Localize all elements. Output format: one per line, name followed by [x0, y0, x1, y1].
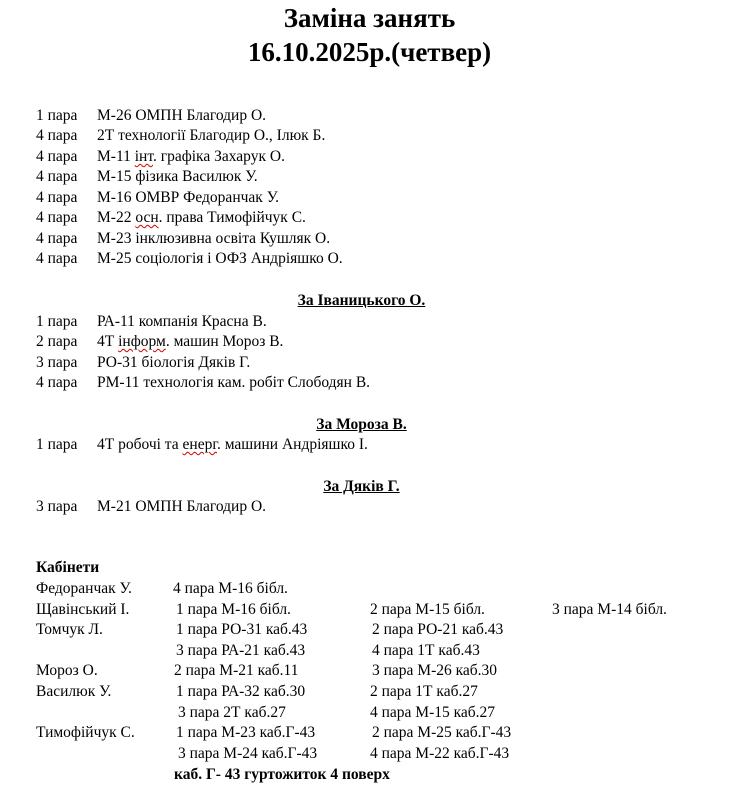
lesson-text	[97, 435, 368, 455]
lesson-text-part: М-11	[97, 148, 135, 165]
lesson-text-part: . машин Мороз В.	[165, 333, 284, 350]
lesson-text-part: . машини Андріяшко І.	[216, 436, 368, 453]
cabinet-note: каб. Г- 43 гуртожиток 4 поверх	[174, 766, 390, 783]
lesson-number: 1 пара	[36, 313, 78, 330]
teacher-name: Томчук Л.	[36, 621, 103, 638]
cabinet-entry: 4 пара М-22 каб.Г-43	[370, 745, 510, 762]
lesson-number: 4 пара	[36, 374, 78, 391]
cabinet-entry: 1 пара РА-32 каб.30	[176, 683, 306, 700]
lesson-text: М-23 інклюзивна освіта Кушляк О.	[97, 230, 331, 247]
lesson-text: М-26 ОМПН Благодир О.	[97, 107, 267, 124]
lesson-number: 4 пара	[36, 127, 78, 144]
lesson-text: РО-31 біологія Дяків Г.	[97, 354, 251, 371]
lesson-text: М-16 ОМВР Федоранчак У.	[97, 189, 280, 206]
teacher-name: Василюк У.	[36, 683, 112, 700]
lesson-text-part: 4Т робочі та	[97, 436, 183, 453]
cabinet-entry: 1 пара М-16 бібл.	[176, 601, 291, 618]
cabinet-entry: 2 пара М-25 каб.Г-43	[372, 724, 512, 741]
cabinet-entry: 1 пара РО-31 каб.43	[176, 621, 308, 638]
lesson-number: 4 пара	[36, 250, 78, 267]
cabinet-entry: 2 пара М-21 каб.11	[174, 662, 299, 679]
teacher-name: Тимофійчук С.	[36, 724, 135, 741]
lesson-text-part: . права Тимофійчук С.	[158, 209, 306, 226]
lesson-number: 4 пара	[36, 189, 78, 206]
spellcheck-word: осн	[135, 209, 159, 226]
lesson-text: М-21 ОМПН Благодир О.	[97, 498, 267, 515]
lesson-text: РМ-11 технологія кам. робіт Слободян В.	[97, 374, 371, 391]
cabinet-entry: 2 пара М-15 бібл.	[370, 601, 485, 618]
lesson-number: 3 пара	[36, 354, 78, 371]
lesson-text-part: М-22	[97, 209, 136, 226]
teacher-name: Щавінський І.	[36, 601, 130, 618]
cabinet-entry: 4 пара М-15 каб.27	[370, 704, 496, 721]
cabinet-entry: 3 пара М-24 каб.Г-43	[178, 745, 318, 762]
lesson-number: 1 пара	[36, 107, 78, 124]
lesson-text	[97, 147, 285, 167]
cabinet-entry: 3 пара РА-21 каб.43	[176, 642, 306, 659]
cabinet-entry: 2 пара РО-21 каб.43	[372, 621, 504, 638]
spellcheck-word: інформ	[118, 333, 166, 350]
lesson-text	[97, 208, 306, 228]
lesson-text: М-15 фізика Василюк У.	[97, 168, 258, 185]
section-heading: За Мороза В.	[316, 416, 407, 433]
lesson-number: 4 пара	[36, 209, 78, 226]
lesson-number: 2 пара	[36, 333, 78, 350]
cabinets-heading: Кабінети	[36, 559, 100, 576]
cabinet-entry: 4 пара 1Т каб.43	[372, 642, 480, 659]
teacher-name: Федоранчак У.	[36, 580, 132, 597]
lesson-number: 4 пара	[36, 230, 78, 247]
lesson-text: М-25 соціологія і ОФЗ Андріяшко О.	[97, 250, 343, 267]
lesson-number: 3 пара	[36, 498, 78, 515]
lesson-text: 2Т технології Благодир О., Ілюк Б.	[97, 127, 326, 144]
lesson-text-part: 4Т	[97, 333, 119, 350]
spellcheck-word: інт	[134, 148, 153, 165]
cabinet-entry: 3 пара М-14 бібл.	[552, 601, 667, 618]
lesson-number: 4 пара	[36, 148, 78, 165]
cabinet-entry: 3 пара М-26 каб.30	[372, 662, 498, 679]
cabinet-entry: 1 пара М-23 каб.Г-43	[176, 724, 316, 741]
cabinet-entry: 2 пара 1Т каб.27	[370, 683, 478, 700]
lesson-number: 1 пара	[36, 436, 78, 453]
section-heading: За Іваницького О.	[297, 292, 426, 309]
lesson-number: 4 пара	[36, 168, 78, 185]
section-heading: За Дяків Г.	[323, 478, 400, 495]
cabinet-entry: 4 пара М-16 бібл.	[173, 580, 288, 597]
lesson-text-part: . графіка Захарук О.	[152, 148, 285, 165]
spellcheck-word: енерг	[182, 436, 217, 453]
lesson-text	[97, 332, 283, 352]
cabinet-entry: 3 пара 2Т каб.27	[178, 704, 286, 721]
teacher-name: Мороз О.	[36, 662, 98, 679]
page-date: 16.10.2025р.(четвер)	[247, 37, 492, 67]
page-title: Заміна занять	[283, 3, 456, 33]
lesson-text: РА-11 компанія Красна В.	[97, 313, 267, 330]
